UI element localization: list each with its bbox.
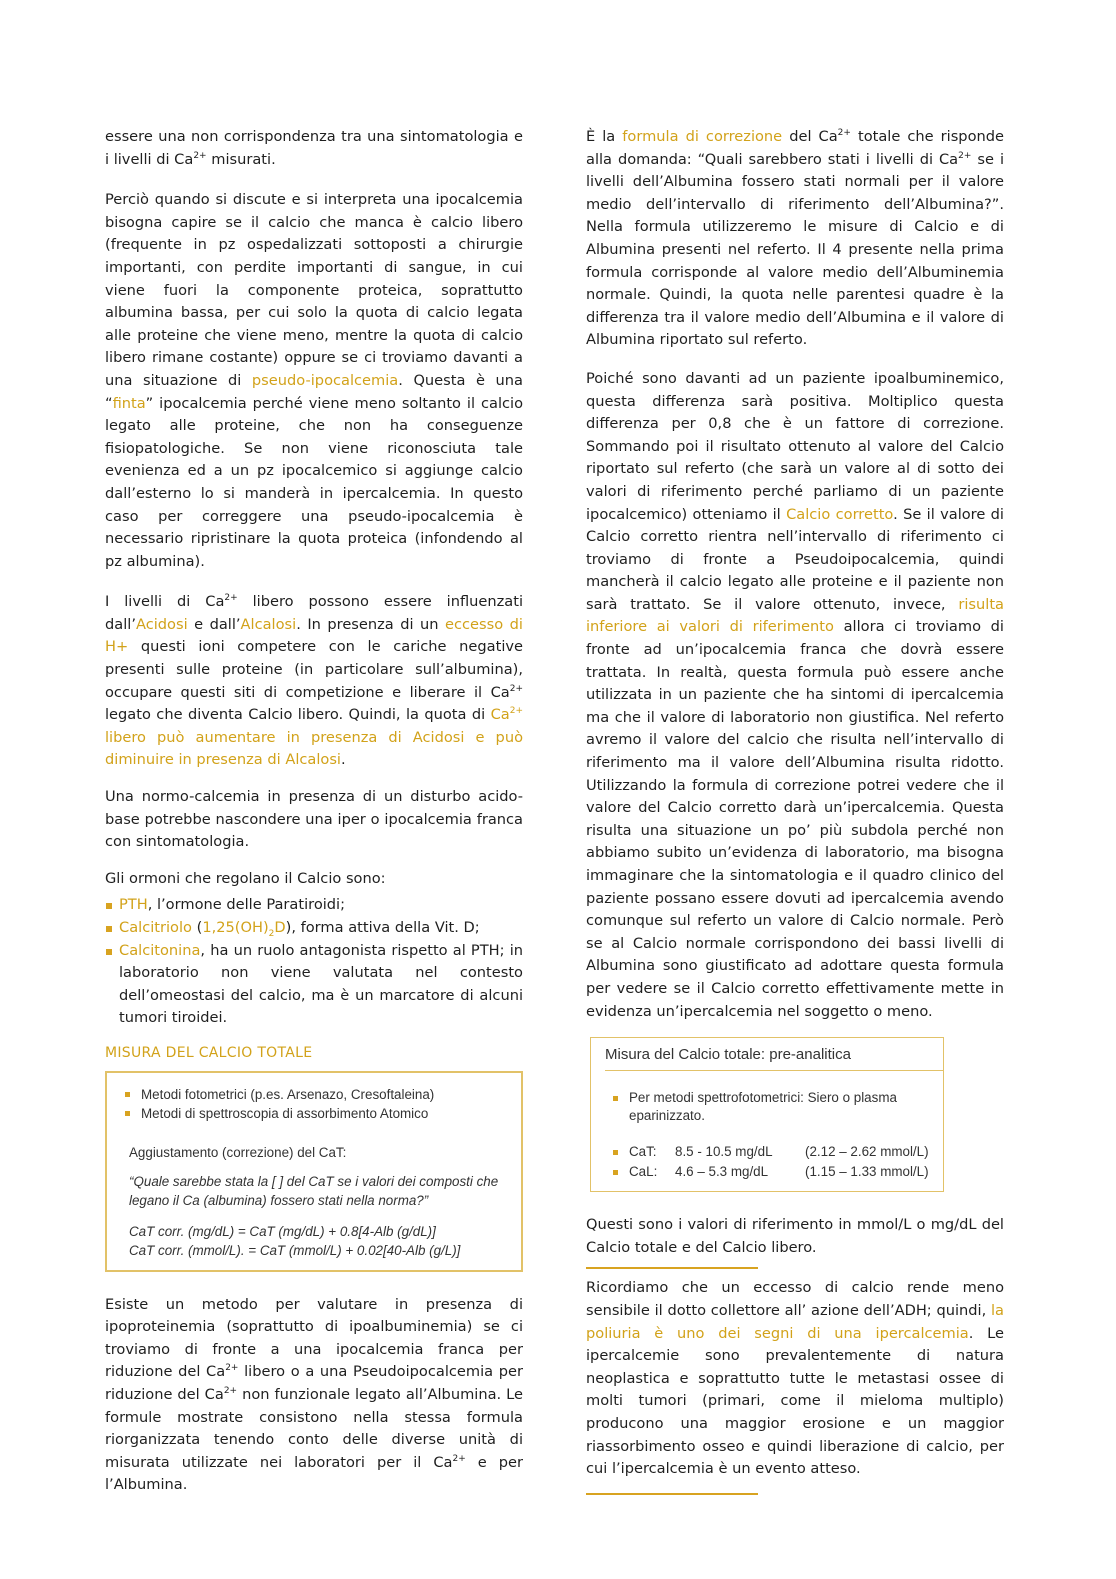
right-column [586, 126, 1004, 1495]
paragraph-intro: essere una non corrispondenza tra una sintomatologia e i livelli di $Ca^{2+}$ misurati. [105, 128, 523, 168]
paragraph-normocalcemia: Una normo-calcemia in presenza di un disturbo acido-base potrebbe nascondere una iper o ipocalcemia franca con sintomatologia. [105, 788, 523, 851]
formula-mmol: CaT corr. (mmol/L). = CaT (mmol/L) + 0.02[40-Alb (g/L)] [129, 1242, 461, 1258]
hormone-pth: PTH, l’ormone delle Paratiroidi; [105, 894, 523, 917]
ref-row-cat: CaT: 8.5 - 10.5 mg/dL (2.12 – 2.62 mmol/L) [613, 1143, 929, 1161]
divider-rule-bottom [586, 1493, 758, 1495]
paragraph-acidosi-alcalosi: I livelli di $Ca^{2+}$ libero possono essere influenzati dall’Acidosi e dall’Alcalosi. In presenza di un eccesso di H+ questi ioni competere con le cariche negative presenti sulle proteine (in particolare sull’albumina), occupare questi siti di competizione e liberare il $Ca^{2+}$ legato che diventa Calcio libero. Quindi, la quota di $Ca^{2+}$ libero può aumentare in presenza di Acidosi e può diminuire in presenza di Alcalosi. [105, 593, 523, 769]
pre-analitica-item: Per metodi spettrofotometrici: Siero o plasma eparinizzato. [613, 1089, 929, 1125]
method-fotometrici: Metodi fotometrici (p.es. Arsenazo, Cresoftaleina) [125, 1085, 507, 1104]
paragraph-poliuria: Ricordiamo che un eccesso di calcio rende meno sensibile il dotto collettore all’ azione dell’ADH; quindi, la poliuria è uno dei segni di una ipercalcemia. Le ipercalcemie sono prevalentemente di natura neoplastica e soprattutto tutte le metastasi ossee di molti tumori (primari, come il mieloma multiplo) producono una maggior erosione e un maggior riassorbimento osseo e quindi liberazione di calcio, per cui l’ipercalcemia è un evento atteso. [586, 1279, 1004, 1478]
paragraph-metodo-valutare: Esiste un metodo per valutare in presenza di ipoproteinemia (soprattutto di ipoalbuminemia) se ci troviamo di fronte a una ipocalcemia franca per riduzione del $Ca^{2+}$ libero o a una Pseudoipocalcemia per riduzione del $Ca^{2+}$ non funzionale legato all’Albumina. Le formule mostrate consistono nella stessa formula riorganizzata tenendo conto delle diverse unità di misurata utilizzate nei laboratori per il $Ca^{2+}$ e per l’Albumina. [105, 1295, 523, 1494]
ref-row-cal: CaL: 4.6 – 5.3 mg/dL (1.15 – 1.33 mmol/L) [613, 1163, 929, 1181]
box-question: “Quale sarebbe stata la [ ] del CaT se i valori dei composti che legano il Ca (albumina) fossero stati nella norma?” [129, 1173, 499, 1208]
paragraph-valori-riferimento: Questi sono i valori di riferimento in mmol/L o mg/dL del Calcio totale e del Calcio libero. [586, 1216, 1004, 1256]
box-pre-analitica [590, 1037, 944, 1192]
paragraph-formula-correzione: È la formula di correzione del $Ca^{2+}$ totale che risponde alla domanda: “Quali sarebbero stati i livelli di $Ca^{2+}$ se i livelli dell’Albumina fossero stati normali per il valore medio dell’intervallo di riferimento dell’Albumina?”. Nella formula utilizzeremo le misure di Calcio e di Albumina presenti nel referto. Il 4 presente nella prima formula corrisponde al valore medio dell’Albuminemia normale. Quindi, la quota nelle parentesi quadre è la differenza tra il valore medio dell’Albumina e il valore di Albumina riportato sul referto. [586, 128, 1004, 349]
formula-mg: CaT corr. (mg/dL) = CaT (mg/dL) + 0.8[4-Alb (g/dL)] [129, 1223, 436, 1239]
hormones-list [105, 894, 523, 1030]
paragraph-ipoalbuminemico: Poiché sono davanti ad un paziente ipoalbuminemico, questa differenza sarà positiva. Moltiplico questa differenza per 0,8 che è un fattore di correzione. Sommando poi il risultato ottenuto al valore del Calcio riportato sul referto (che sarà un valore al di sotto dei valori di riferimento perché parliamo di un paziente ipocalcemico) otteniamo il Calcio corretto. Se il valore di Calcio corretto rientra nell’intervallo di riferimento ci troviamo di fronte a Pseudoipocalcemia, quindi mancherà il calcio legato alle proteine e il paziente non sarà trattato. Se il valore ottenuto, invece, risulta inferiore ai valori di riferimento allora ci troviamo di fronte ad un’ipocalcemia franca che dovrà essere trattata. In realtà, questa formula può essere anche utilizzata in un paziente che ha sintomi di ipercalcemia ma che il valore di laboratorio non giustifica. Nel referto avremo il valore del calcio che risulta nell’intervallo di riferimento ma il valore dell’Albumina risulta ridotto. Utilizzando la formula di correzione potrei vedere che il valore del Calcio corretto darà un’ipercalcemia. Questa risulta una situazione un po’ più subdola perché non abbiamo subito un’evidenza di laboratorio, ma bisogna immaginare che la sintomatologia e il quadro clinico del paziente possano essere dovuti ad ipercalcemia avendo comunque sul referto un valore di Calcio normale. Però se al Calcio normale corrispondono dei bassi livelli di Albumina sono giustificato ad adottare questa formula per vedere se il Calcio corretto effettivamente mette in evidenza un’ipercalcemia nel soggetto o meno. [586, 369, 1004, 1020]
box-subtitle-aggiustamento: Aggiustamento (correzione) del CaT: [129, 1144, 347, 1160]
section-title-misura-calcio: MISURA DEL CALCIO TOTALE [105, 1044, 313, 1061]
paragraph-ormoni-intro: Gli ormoni che regolano il Calcio sono: [105, 869, 386, 887]
paragraph-pseudo-ipocalcemia: Perciò quando si discute e si interpreta una ipocalcemia bisogna capire se il calcio che manca è calcio libero (frequente in pz ospedalizzati sottoposti a chirurgie importanti, con perdite importanti di sangue, in cui viene fuori la componente proteica, soprattutto albumina bassa, per cui solo la quota di calcio legata alle proteine che viene meno, mentre la quota di calcio libero rimane costante) oppure se ci troviamo davanti a una situazione di pseudo-ipocalcemia. Questa è una “finta” ipocalcemia perché viene meno soltanto il calcio legato alle proteine, che non ha conseguenze fisiopatologiche. Se non viene riconosciuta tale evenienza ed a un pz ipocalcemico si aggiunge calcio dall’esterno lo si manderà in ipercalcemia. In questo caso per correggere una pseudo-ipocalcemia è necessario ripristinare la quota proteica (infondendo al pz albumina). [105, 191, 523, 570]
hormone-calcitonina: Calcitonina, ha un ruolo antagonista rispetto al PTH; in laboratorio non viene valutata nel contesto dell’omeostasi del calcio, ma è un marcatore di alcuni tumori tiroidei. [105, 940, 523, 1030]
box-pre-analitica-title: Misura del Calcio totale: pre-analitica [605, 1046, 943, 1071]
method-spettroscopia: Metodi di spettroscopia di assorbimento Atomico [125, 1104, 507, 1123]
divider-rule [586, 1267, 758, 1269]
hormone-calcitriolo: Calcitriolo $(1,25(OH)_2D)$, forma attiva della Vit. D; [105, 917, 523, 940]
box-metodi-misura [105, 1071, 523, 1272]
left-column [105, 126, 523, 1511]
